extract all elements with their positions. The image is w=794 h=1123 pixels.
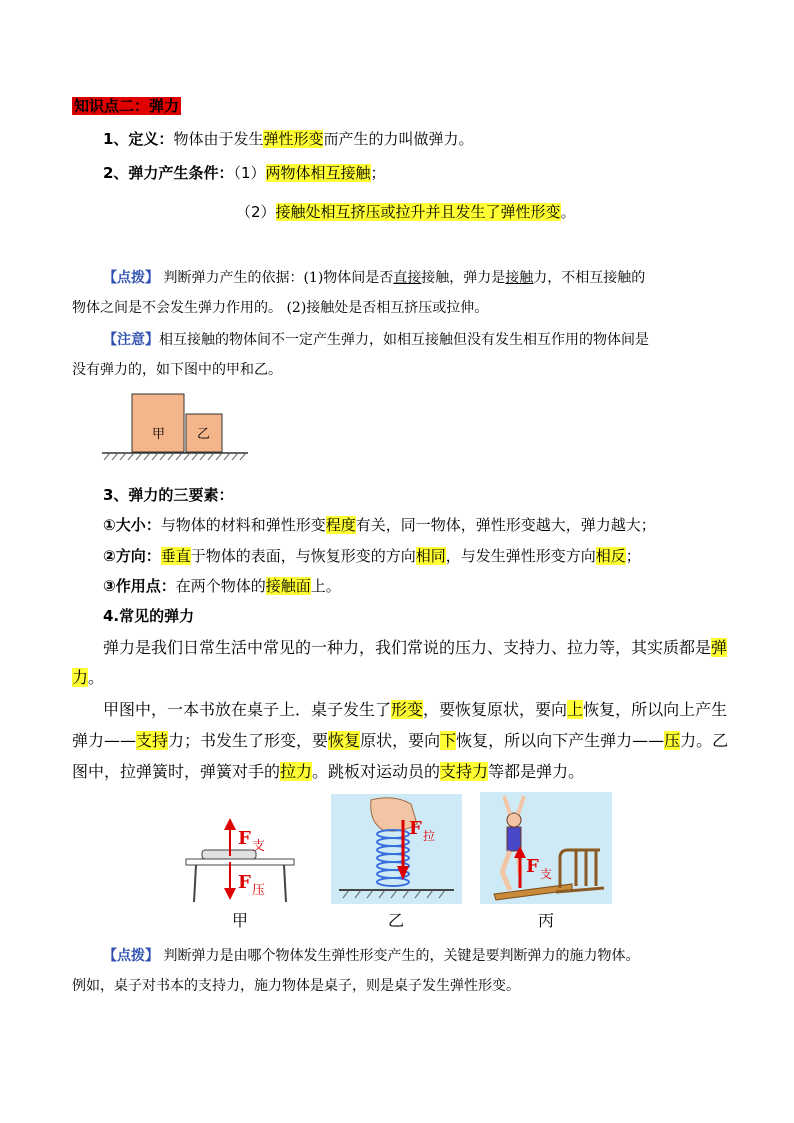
force-support-label: F	[238, 828, 251, 849]
common-para-2-line-1: 甲图中，一本书放在桌子上．桌子发生了形变，要恢复原状，要向上恢复，所以向上产生	[103, 700, 728, 719]
force-pull-sub: 拉	[423, 829, 436, 843]
force-press-label: F	[238, 872, 251, 893]
tip-2-line-1: 【点拨】 判断弹力是由哪个物体发生弹性形变产生的，关键是要判断弹力的施力物体。	[103, 948, 640, 964]
arrow-down-head	[224, 888, 236, 900]
common-para-1-line-1: 弹力是我们日常生活中常见的一种力，我们常说的压力、支持力、拉力等，其实质都是弹	[103, 638, 728, 657]
section-title: 知识点二：弹力	[74, 97, 180, 115]
force-support-sub: 支	[252, 839, 266, 854]
condition-line-1: 2、弹力产生条件：（1）两物体相互接触；	[103, 164, 386, 182]
caption-yi: 乙	[388, 911, 405, 930]
caution-line-2: 没有弹力的，如下图中的甲和乙。	[72, 362, 282, 378]
tip-1-line-1: 【点拨】 判断弹力产生的依据：(1)物体间是否直接接触，弹力是接触力，不相互接触的	[103, 270, 646, 286]
block-yi-label: 乙	[197, 427, 211, 442]
block-jia-label: 甲	[152, 427, 166, 442]
figure-spring	[331, 794, 462, 904]
figure-springboard	[480, 792, 612, 904]
caution-line-1: 【注意】相互接触的物体间不一定产生弹力，如相互接触但没有发生相互作用的物体间是	[103, 332, 649, 348]
block-jia	[132, 394, 184, 452]
caption-bing: 丙	[538, 911, 555, 930]
force-pull-label: F	[409, 818, 422, 839]
blocks-figure	[100, 392, 250, 468]
condition-line-2: （2）接触处相互挤压或拉升并且发生了弹性形变。	[236, 203, 576, 221]
three-elements-row-3: ③作用点：在两个物体的接触面上。	[103, 577, 341, 595]
table-leg-left	[194, 865, 196, 902]
tip-1-line-2: 物体之间是不会发生弹力作用的。 (2)接触处是否相互挤压或拉伸。	[72, 300, 489, 316]
tip-2-line-2: 例如，桌子对书本的支持力，施力物体是桌子，则是桌子发生弹性形变。	[72, 978, 520, 994]
table-top	[186, 859, 294, 865]
common-forces-title: 4.常见的弹力	[103, 607, 195, 625]
three-elements-row-2: ②方向：垂直于物体的表面，与恢复形变的方向相同，与发生弹性形变方向相反；	[103, 547, 641, 565]
caption-jia: 甲	[232, 911, 249, 930]
force-support2-label: F	[526, 856, 539, 877]
force-support2-sub: 支	[540, 867, 553, 881]
arrow-up-head	[224, 818, 236, 830]
ground-hatching	[104, 453, 246, 460]
figure-book-table	[182, 812, 298, 904]
common-para-2-line-3: 图中，拉弹簧时，弹簧对手的拉力。跳板对运动员的支持力等都是弹力。	[72, 762, 585, 781]
table-leg-right	[284, 865, 286, 902]
force-press-sub: 压	[252, 883, 266, 898]
common-para-1-line-2: 力。	[72, 668, 105, 687]
common-para-2-line-2: 弹力——支持力；书发生了形变，要恢复原状，要向下恢复，所以向下产生弹力——压力。乙	[72, 731, 729, 750]
three-elements-title: 3、弹力的三要素：	[103, 486, 234, 504]
three-elements-row-1: ①大小：与物体的材料和弹性形变程度有关，同一物体，弹性形变越大，弹力越大；	[103, 516, 656, 534]
definition-line: 1、定义：物体由于发生弹性形变而产生的力叫做弹力。	[103, 130, 474, 148]
